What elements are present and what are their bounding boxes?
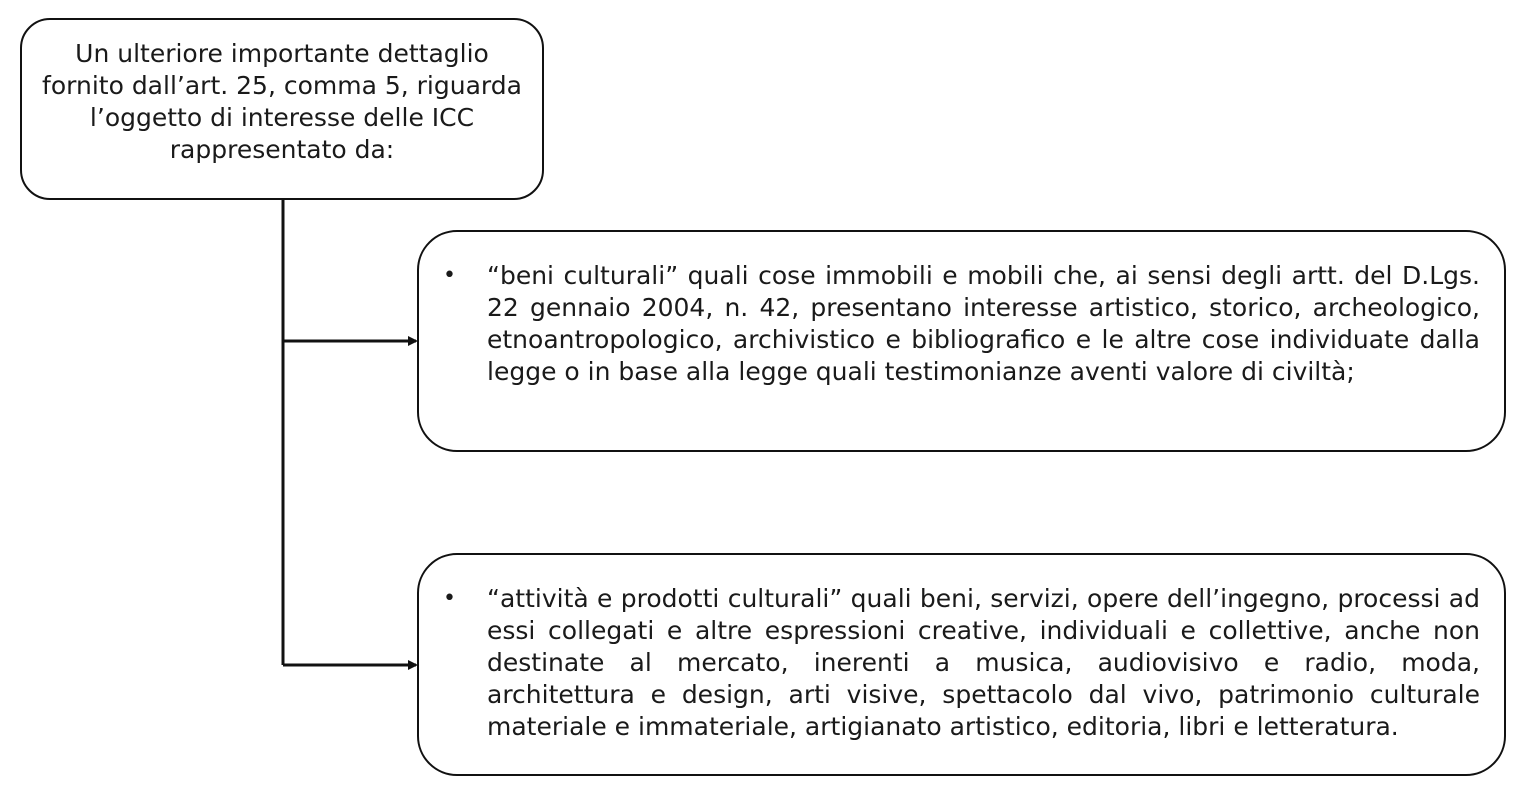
child-box-attivita-prodotti-culturali: [417, 553, 1506, 776]
bullet-text: “attività e prodotti culturali” quali beni, servizi, opere dell’ingegno, processi ad essi collegati e altre espressioni creative, individuali e collettive, anche non destinate al mercato, inerenti a musica, audiovisivo e radio, moda, architettura e design, arti visive, spettacolo dal vivo, patrimonio culturale materiale e immateriale, artigianato artistico, editoria, libri e letteratura.: [487, 584, 1480, 741]
root-text: Un ulteriore importante dettaglio fornito dall’art. 25, comma 5, riguarda l’oggetto di interesse delle ICC rappresentato da:: [42, 39, 522, 164]
bullet-marker: •: [443, 263, 456, 288]
root-box: [20, 18, 544, 200]
bullet-text: “beni culturali” quali cose immobili e mobili che, ai sensi degli artt. del D.Lgs. 22 gennaio 2004, n. 42, presentano interesse artistico, storico, archeologico, etnoantropologico, archivistico e bibliografico e le altre cose individuate dalla legge o in base alla legge quali testimonianze aventi valore di civiltà;: [487, 261, 1480, 386]
bullet-item: [441, 583, 1480, 743]
bullet-marker: •: [443, 586, 456, 611]
child-box-beni-culturali: [417, 230, 1506, 452]
bullet-item: [441, 260, 1480, 388]
